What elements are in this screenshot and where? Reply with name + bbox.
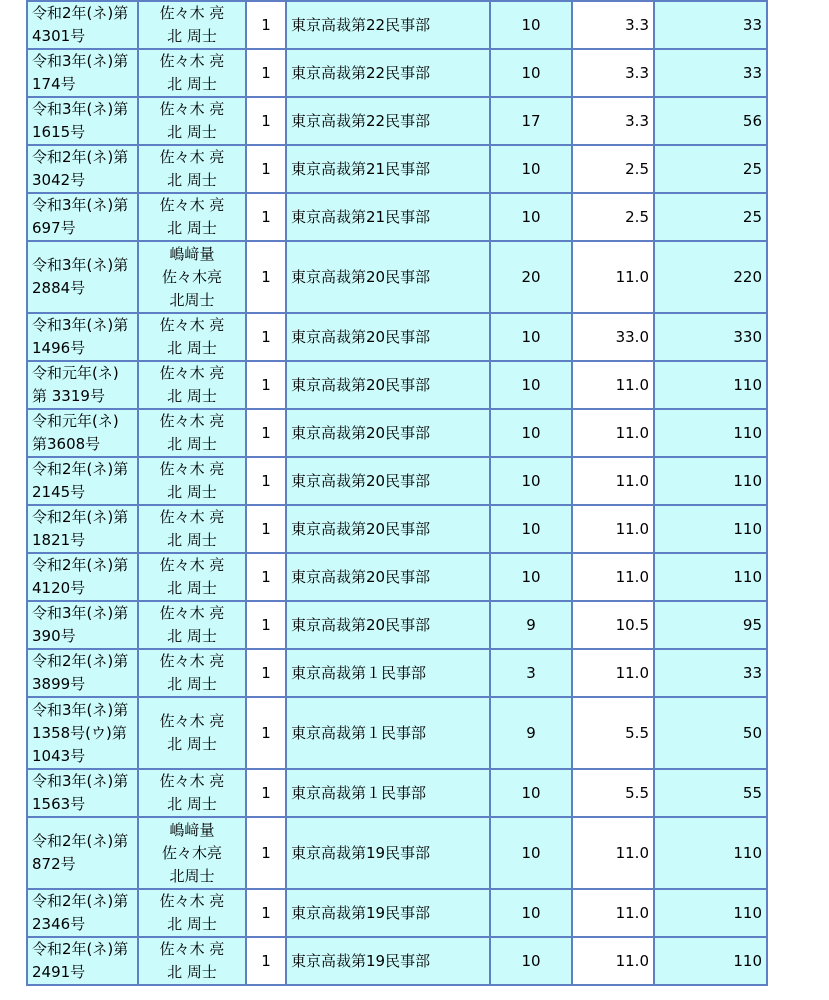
documents-cell: 3 bbox=[490, 649, 572, 697]
documents-cell: 20 bbox=[490, 241, 572, 313]
count-cell: 1 bbox=[246, 49, 286, 97]
case-number-cell: 令和2年(ネ)第 2346号 bbox=[27, 889, 138, 937]
case-number-cell: 令和3年(ネ)第 697号 bbox=[27, 193, 138, 241]
documents-cell: 10 bbox=[490, 361, 572, 409]
documents-cell: 10 bbox=[490, 817, 572, 889]
documents-cell: 10 bbox=[490, 49, 572, 97]
count-cell: 1 bbox=[246, 601, 286, 649]
total-cell: 55 bbox=[654, 769, 767, 817]
unit-value-cell: 11.0 bbox=[572, 505, 654, 553]
total-cell: 95 bbox=[654, 601, 767, 649]
unit-value-cell: 11.0 bbox=[572, 889, 654, 937]
court-cell: 東京高裁第20民事部 bbox=[286, 457, 490, 505]
count-cell: 1 bbox=[246, 97, 286, 145]
documents-cell: 10 bbox=[490, 889, 572, 937]
case-number-cell: 令和3年(ネ)第 1615号 bbox=[27, 97, 138, 145]
attorney-cell: 佐々木 亮 北 周士 bbox=[138, 313, 246, 361]
documents-cell: 9 bbox=[490, 601, 572, 649]
unit-value-cell: 33.0 bbox=[572, 313, 654, 361]
table-row bbox=[27, 601, 767, 649]
unit-value-cell: 3.3 bbox=[572, 97, 654, 145]
table-row bbox=[27, 145, 767, 193]
total-cell: 220 bbox=[654, 241, 767, 313]
attorney-cell: 佐々木 亮 北 周士 bbox=[138, 769, 246, 817]
attorney-cell: 佐々木 亮 北 周士 bbox=[138, 49, 246, 97]
total-cell: 110 bbox=[654, 409, 767, 457]
court-cell: 東京高裁第20民事部 bbox=[286, 409, 490, 457]
attorney-cell: 佐々木 亮 北 周士 bbox=[138, 937, 246, 985]
total-cell: 56 bbox=[654, 97, 767, 145]
count-cell: 1 bbox=[246, 457, 286, 505]
case-number-cell: 令和2年(ネ)第 2145号 bbox=[27, 457, 138, 505]
total-cell: 25 bbox=[654, 145, 767, 193]
table-row bbox=[27, 817, 767, 889]
attorney-cell: 佐々木 亮 北 周士 bbox=[138, 889, 246, 937]
case-number-cell: 令和2年(ネ)第 872号 bbox=[27, 817, 138, 889]
case-number-cell: 令和3年(ネ)第 1496号 bbox=[27, 313, 138, 361]
unit-value-cell: 11.0 bbox=[572, 937, 654, 985]
total-cell: 33 bbox=[654, 49, 767, 97]
attorney-cell: 嶋﨑量 佐々木亮 北周士 bbox=[138, 817, 246, 889]
table-row bbox=[27, 697, 767, 769]
attorney-cell: 佐々木 亮 北 周士 bbox=[138, 409, 246, 457]
case-table bbox=[26, 0, 768, 986]
attorney-cell: 嶋﨑量 佐々木亮 北周士 bbox=[138, 241, 246, 313]
case-number-cell: 令和3年(ネ)第 1358号(ウ)第 1043号 bbox=[27, 697, 138, 769]
count-cell: 1 bbox=[246, 649, 286, 697]
table-row bbox=[27, 649, 767, 697]
documents-cell: 10 bbox=[490, 145, 572, 193]
attorney-cell: 佐々木 亮 北 周士 bbox=[138, 601, 246, 649]
documents-cell: 10 bbox=[490, 769, 572, 817]
unit-value-cell: 5.5 bbox=[572, 697, 654, 769]
total-cell: 110 bbox=[654, 457, 767, 505]
count-cell: 1 bbox=[246, 697, 286, 769]
court-cell: 東京高裁第20民事部 bbox=[286, 553, 490, 601]
court-cell: 東京高裁第21民事部 bbox=[286, 145, 490, 193]
unit-value-cell: 3.3 bbox=[572, 49, 654, 97]
documents-cell: 10 bbox=[490, 409, 572, 457]
case-number-cell: 令和3年(ネ)第 174号 bbox=[27, 49, 138, 97]
table-row bbox=[27, 97, 767, 145]
total-cell: 110 bbox=[654, 889, 767, 937]
total-cell: 110 bbox=[654, 361, 767, 409]
count-cell: 1 bbox=[246, 193, 286, 241]
documents-cell: 17 bbox=[490, 97, 572, 145]
attorney-cell: 佐々木 亮 北 周士 bbox=[138, 1, 246, 49]
case-number-cell: 令和2年(ネ)第 4301号 bbox=[27, 1, 138, 49]
documents-cell: 10 bbox=[490, 505, 572, 553]
court-cell: 東京高裁第１民事部 bbox=[286, 769, 490, 817]
documents-cell: 10 bbox=[490, 937, 572, 985]
unit-value-cell: 5.5 bbox=[572, 769, 654, 817]
documents-cell: 9 bbox=[490, 697, 572, 769]
court-cell: 東京高裁第20民事部 bbox=[286, 241, 490, 313]
court-cell: 東京高裁第22民事部 bbox=[286, 49, 490, 97]
unit-value-cell: 10.5 bbox=[572, 601, 654, 649]
attorney-cell: 佐々木 亮 北 周士 bbox=[138, 457, 246, 505]
documents-cell: 10 bbox=[490, 553, 572, 601]
table-row bbox=[27, 409, 767, 457]
case-number-cell: 令和2年(ネ)第 1821号 bbox=[27, 505, 138, 553]
court-cell: 東京高裁第１民事部 bbox=[286, 649, 490, 697]
court-cell: 東京高裁第22民事部 bbox=[286, 97, 490, 145]
total-cell: 25 bbox=[654, 193, 767, 241]
count-cell: 1 bbox=[246, 409, 286, 457]
court-cell: 東京高裁第20民事部 bbox=[286, 361, 490, 409]
case-number-cell: 令和3年(ネ)第 1563号 bbox=[27, 769, 138, 817]
count-cell: 1 bbox=[246, 553, 286, 601]
documents-cell: 10 bbox=[490, 1, 572, 49]
table-row bbox=[27, 505, 767, 553]
case-number-cell: 令和2年(ネ)第 3042号 bbox=[27, 145, 138, 193]
total-cell: 110 bbox=[654, 505, 767, 553]
attorney-cell: 佐々木 亮 北 周士 bbox=[138, 553, 246, 601]
attorney-cell: 佐々木 亮 北 周士 bbox=[138, 97, 246, 145]
case-number-cell: 令和2年(ネ)第 4120号 bbox=[27, 553, 138, 601]
unit-value-cell: 11.0 bbox=[572, 553, 654, 601]
total-cell: 110 bbox=[654, 817, 767, 889]
case-number-cell: 令和3年(ネ)第 390号 bbox=[27, 601, 138, 649]
total-cell: 110 bbox=[654, 937, 767, 985]
count-cell: 1 bbox=[246, 361, 286, 409]
court-cell: 東京高裁第21民事部 bbox=[286, 193, 490, 241]
total-cell: 33 bbox=[654, 649, 767, 697]
court-cell: 東京高裁第19民事部 bbox=[286, 889, 490, 937]
court-cell: 東京高裁第20民事部 bbox=[286, 313, 490, 361]
table-row bbox=[27, 49, 767, 97]
attorney-cell: 佐々木 亮 北 周士 bbox=[138, 697, 246, 769]
documents-cell: 10 bbox=[490, 193, 572, 241]
table-row bbox=[27, 241, 767, 313]
table-row bbox=[27, 361, 767, 409]
table-row bbox=[27, 193, 767, 241]
count-cell: 1 bbox=[246, 145, 286, 193]
unit-value-cell: 11.0 bbox=[572, 649, 654, 697]
count-cell: 1 bbox=[246, 817, 286, 889]
attorney-cell: 佐々木 亮 北 周士 bbox=[138, 193, 246, 241]
case-number-cell: 令和元年(ネ) 第3608号 bbox=[27, 409, 138, 457]
unit-value-cell: 2.5 bbox=[572, 193, 654, 241]
total-cell: 110 bbox=[654, 553, 767, 601]
table-row bbox=[27, 457, 767, 505]
court-cell: 東京高裁第22民事部 bbox=[286, 1, 490, 49]
table-row bbox=[27, 313, 767, 361]
unit-value-cell: 11.0 bbox=[572, 817, 654, 889]
unit-value-cell: 3.3 bbox=[572, 1, 654, 49]
total-cell: 50 bbox=[654, 697, 767, 769]
table-row bbox=[27, 553, 767, 601]
count-cell: 1 bbox=[246, 889, 286, 937]
count-cell: 1 bbox=[246, 1, 286, 49]
case-number-cell: 令和3年(ネ)第 2884号 bbox=[27, 241, 138, 313]
attorney-cell: 佐々木 亮 北 周士 bbox=[138, 505, 246, 553]
documents-cell: 10 bbox=[490, 457, 572, 505]
unit-value-cell: 11.0 bbox=[572, 241, 654, 313]
table-row bbox=[27, 889, 767, 937]
case-number-cell: 令和2年(ネ)第 3899号 bbox=[27, 649, 138, 697]
total-cell: 330 bbox=[654, 313, 767, 361]
attorney-cell: 佐々木 亮 北 周士 bbox=[138, 145, 246, 193]
documents-cell: 10 bbox=[490, 313, 572, 361]
court-cell: 東京高裁第19民事部 bbox=[286, 817, 490, 889]
court-cell: 東京高裁第19民事部 bbox=[286, 937, 490, 985]
unit-value-cell: 11.0 bbox=[572, 361, 654, 409]
count-cell: 1 bbox=[246, 241, 286, 313]
case-number-cell: 令和2年(ネ)第 2491号 bbox=[27, 937, 138, 985]
attorney-cell: 佐々木 亮 北 周士 bbox=[138, 649, 246, 697]
table-row bbox=[27, 937, 767, 985]
attorney-cell: 佐々木 亮 北 周士 bbox=[138, 361, 246, 409]
count-cell: 1 bbox=[246, 313, 286, 361]
count-cell: 1 bbox=[246, 769, 286, 817]
count-cell: 1 bbox=[246, 937, 286, 985]
case-number-cell: 令和元年(ネ) 第 3319号 bbox=[27, 361, 138, 409]
court-cell: 東京高裁第20民事部 bbox=[286, 505, 490, 553]
total-cell: 33 bbox=[654, 1, 767, 49]
court-cell: 東京高裁第１民事部 bbox=[286, 697, 490, 769]
unit-value-cell: 2.5 bbox=[572, 145, 654, 193]
unit-value-cell: 11.0 bbox=[572, 409, 654, 457]
court-cell: 東京高裁第20民事部 bbox=[286, 601, 490, 649]
case-table-body bbox=[27, 1, 767, 985]
unit-value-cell: 11.0 bbox=[572, 457, 654, 505]
count-cell: 1 bbox=[246, 505, 286, 553]
table-row bbox=[27, 1, 767, 49]
table-row bbox=[27, 769, 767, 817]
